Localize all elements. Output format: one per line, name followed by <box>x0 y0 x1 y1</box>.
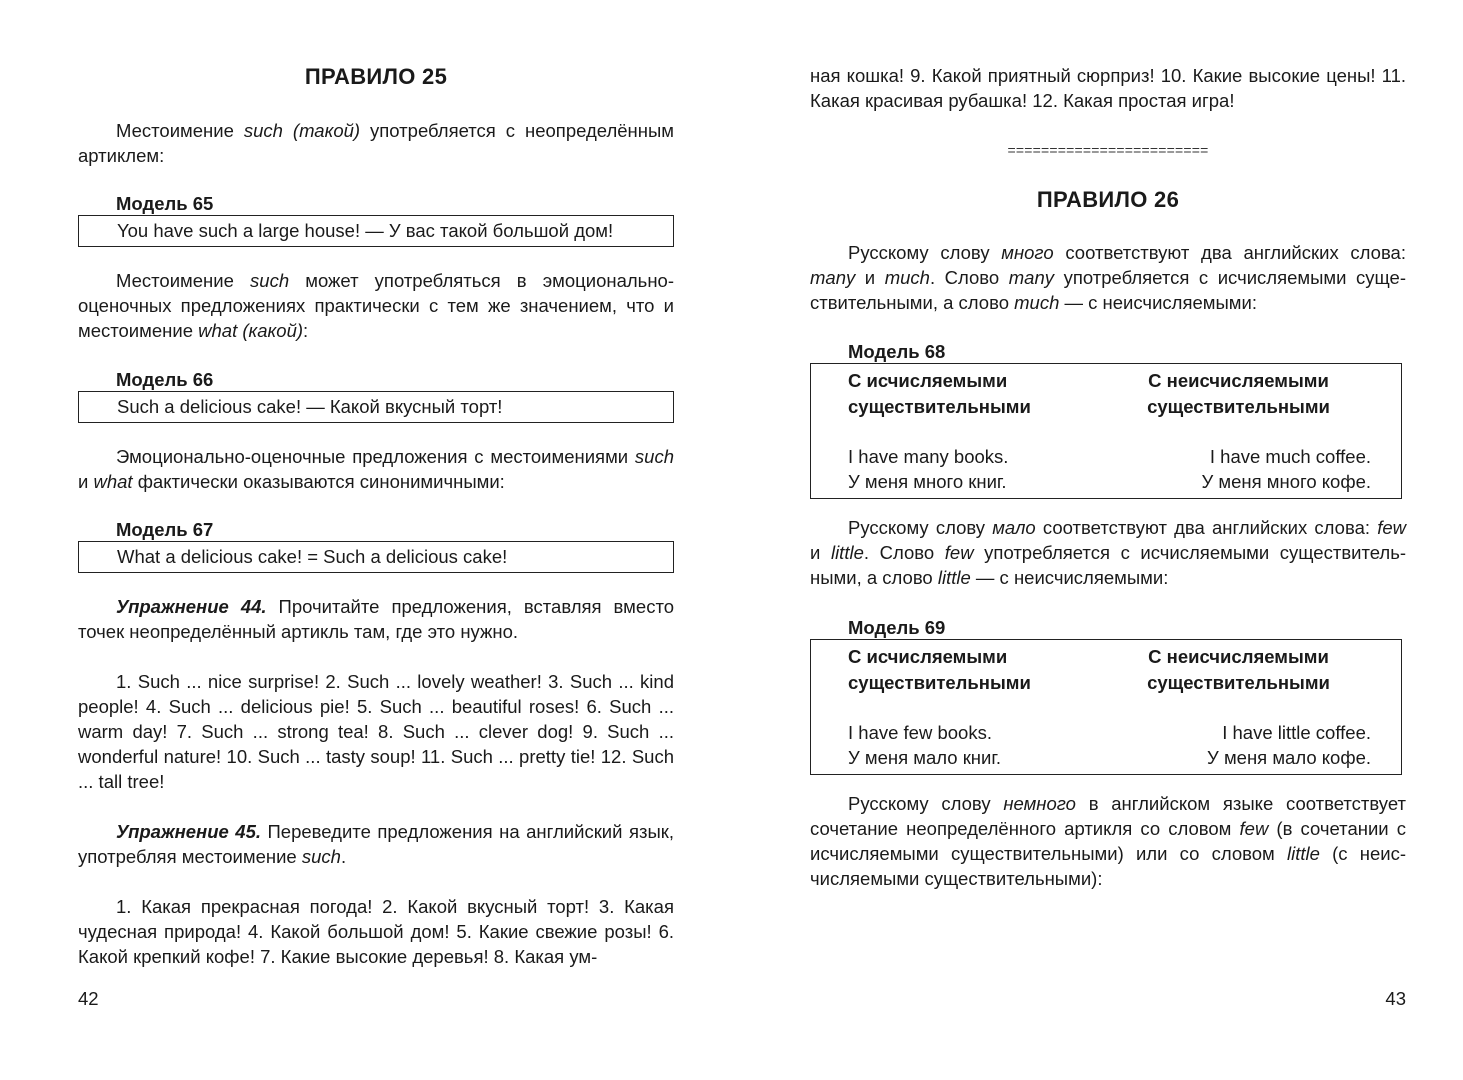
countable-example-ru: У меня мало книг. <box>848 747 1001 768</box>
italic-term: little <box>830 542 864 563</box>
countable-header-line-1: С исчисляемыми <box>848 370 1008 391</box>
model-69-label: Модель 69 <box>848 617 946 638</box>
text-segment: Русскому слову <box>848 517 993 538</box>
text-segment: (с неис-числяемыми существительными): <box>810 843 1406 889</box>
text-segment: в английском языке соответствует сочетание неопределённого артикля со словом <box>810 793 1406 839</box>
italic-term: many <box>1008 267 1055 288</box>
uncountable-header-line-1: С неисчисляемыми <box>1148 370 1329 391</box>
italic-term: such <box>250 270 290 291</box>
exercise-44-heading <box>78 594 674 644</box>
text-segment: употребляется с исчисляемыми существитель-ными, а слово <box>810 542 1407 588</box>
italic-term: немного <box>1003 793 1076 814</box>
countable-column <box>811 368 1106 494</box>
uncountable-example-en: I have much coffee. <box>1209 446 1371 467</box>
uncountable-header-line-2: существительными <box>1147 396 1330 417</box>
model-67 <box>78 519 674 573</box>
synonym-paragraph <box>78 444 674 494</box>
exercise-label: Упражнение 44. <box>116 596 267 617</box>
model-66 <box>78 369 674 423</box>
text-segment: : <box>303 320 309 341</box>
italic-term: such (такой) <box>243 120 361 141</box>
model-66-box: Such a delicious cake! — Какой вкусный торт! <box>78 391 674 423</box>
text-segment: фактически оказываются синонимичными: <box>132 471 505 492</box>
text-segment: — с неисчисляемыми: <box>970 567 1169 588</box>
countable-example-en: I have few books. <box>848 722 992 743</box>
text-segment: и <box>855 267 885 288</box>
text-segment: Русскому слову <box>848 242 1002 263</box>
countable-column <box>811 644 1106 770</box>
italic-term: much <box>884 267 930 288</box>
text-segment: и <box>810 542 831 563</box>
italic-term: what <box>93 471 133 492</box>
exercise-45-continuation: ная кошка! 9. Какой приятный сюрприз! 10. Какие высокие цены! 11. Какая красивая рубашка! 12. Какая простая игра! <box>810 65 1406 111</box>
uncountable-column <box>1106 644 1401 770</box>
text-segment: — с неисчисляемыми: <box>1059 292 1257 313</box>
model-68-table <box>810 363 1402 499</box>
model-68 <box>810 341 1406 499</box>
model-66-label: Модель 66 <box>116 369 214 390</box>
text-segment: Переведите предложения на английский язык, употребляя местоимение <box>78 821 674 867</box>
italic-term: few <box>1377 517 1406 538</box>
exercise-label: Упражнение 45. <box>116 821 262 842</box>
model-68-label: Модель 68 <box>848 341 946 362</box>
italic-term: мало <box>992 517 1036 538</box>
countable-example-ru: У меня много книг. <box>848 471 1007 492</box>
uncountable-example-ru: У меня мало кофе. <box>1207 747 1371 768</box>
model-67-label: Модель 67 <box>116 519 214 540</box>
text-segment: Местоимение <box>116 270 251 291</box>
text-segment: Эмоционально-оценочные предложения с местоимениями <box>116 446 635 467</box>
rule-26-title: ПРАВИЛО 26 <box>1036 187 1180 212</box>
italic-term: few <box>1239 818 1269 839</box>
uncountable-header-line-1: С неисчисляемыми <box>1148 646 1329 667</box>
uncountable-example-en: I have little coffee. <box>1222 722 1371 743</box>
such-emotional-paragraph <box>78 268 674 343</box>
text-segment: Прочитайте предложения, вставляя вместо точек неопределённый артикль там, где это нужно. <box>78 596 674 642</box>
model-65-box: You have such a large house! — У вас такой большой дом! <box>78 215 674 247</box>
text-segment: . Слово <box>929 267 1009 288</box>
text-segment: может употребляться в эмоционально-оценочных предложениях практически с тем же значением, что и местоимение <box>78 270 674 341</box>
italic-term: много <box>1001 242 1054 263</box>
countable-example-en: I have many books. <box>848 446 1009 467</box>
rule-25-intro <box>78 118 674 168</box>
section-separator: ======================== <box>1007 142 1209 158</box>
text-segment: . <box>340 846 347 867</box>
italic-term: little <box>937 567 971 588</box>
nemnogo-paragraph <box>810 791 1406 891</box>
model-69-table <box>810 639 1402 775</box>
exercise-45-items: 1. Какая прекрасная погода! 2. Какой вкусный торт! 3. Какая чудесная природа! 4. Какой большой дом! 5. Какие свежие розы! 6. Какой крепкий кофе! 7. Какие высокие деревья! 8. Какая ум- <box>78 896 674 967</box>
text-segment: Местоимение <box>116 120 244 141</box>
model-65-label: Модель 65 <box>116 193 214 214</box>
italic-term: what (какой) <box>198 320 304 341</box>
text-segment: соответствуют два английских слова: <box>1035 517 1378 538</box>
text-segment: соответствуют два английских слова: <box>1053 242 1406 263</box>
text-segment: (в сочетании с исчисляемыми существительными) или со словом <box>810 818 1406 864</box>
uncountable-example-ru: У меня много кофе. <box>1201 471 1371 492</box>
page-number-left: 42 <box>78 988 99 1009</box>
uncountable-column <box>1106 368 1401 494</box>
text-segment: Русскому слову <box>848 793 1004 814</box>
text-segment: употребляется с неопределённым артиклем: <box>78 120 674 166</box>
model-65 <box>78 193 674 247</box>
countable-header-line-1: С исчисляемыми <box>848 646 1008 667</box>
page-number-right: 43 <box>1385 988 1406 1009</box>
text-segment: и <box>78 471 94 492</box>
countable-header-line-2: существительными <box>848 396 1031 417</box>
text-segment: употребляется с исчисляемыми суще-ствительными, а слово <box>810 267 1406 313</box>
exercise-44-items: 1. Such ... nice surprise! 2. Such ... lovely weather! 3. Such ... kind people! 4. Such ... delicious pie! 5. Such ... beautiful roses! 6. Such ... warm day! 7. Such ... strong tea! 8. Such ... clever dog! 9. Such ... wonderful nature! 10. Such ... tasty soup! 11. Such ... pretty tie! 12. Such ... tall tree! <box>78 671 674 792</box>
italic-term: many <box>810 267 856 288</box>
italic-term: few <box>944 542 974 563</box>
italic-term: little <box>1287 843 1320 864</box>
italic-term: such <box>301 846 341 867</box>
italic-term: much <box>1014 292 1060 313</box>
rule-25-title: ПРАВИЛО 25 <box>304 64 448 89</box>
exercise-45-heading <box>78 819 674 869</box>
uncountable-header-line-2: существительными <box>1147 672 1330 693</box>
model-67-box: What a delicious cake! = Such a delicious cake! <box>78 541 674 573</box>
italic-term: such <box>634 446 674 467</box>
few-little-paragraph <box>810 515 1406 590</box>
text-segment: . Слово <box>863 542 945 563</box>
model-69 <box>810 617 1406 775</box>
many-much-paragraph <box>810 240 1406 315</box>
countable-header-line-2: существительными <box>848 672 1031 693</box>
